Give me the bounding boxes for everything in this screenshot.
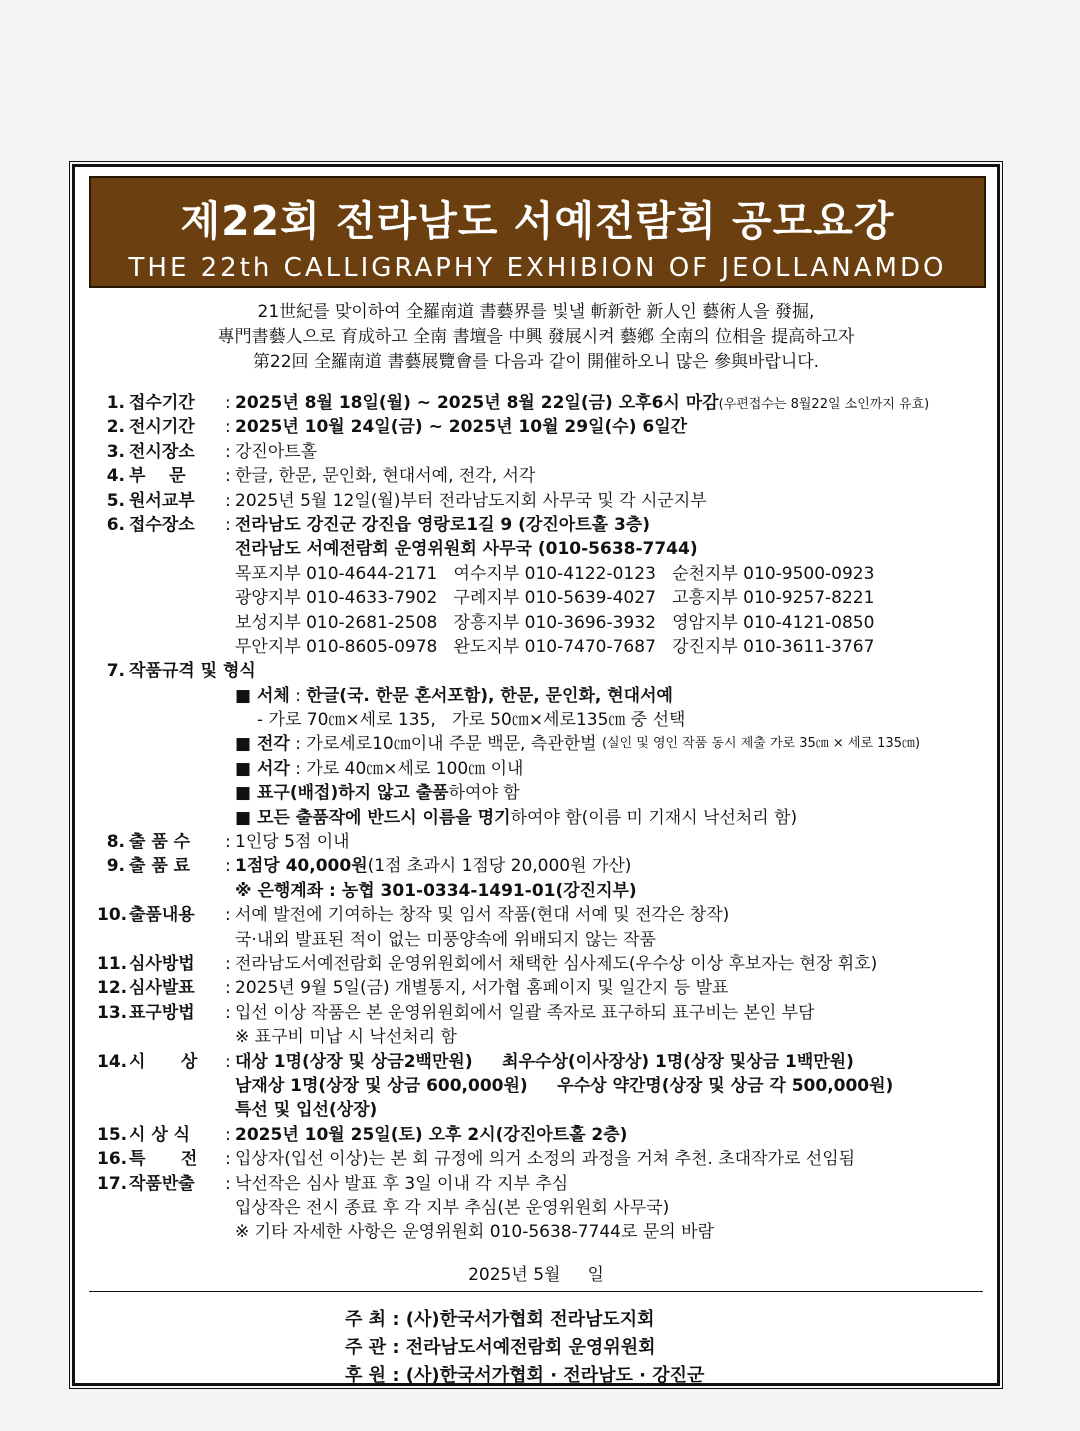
list-item: 7. 작품규격 및 형식 — [106, 661, 256, 682]
list-item: 5. 원서교부 : 2025년 5월 12일(월)부터 전라남도지회 사무국 및 각 시군지부 — [106, 490, 707, 511]
list-item: 1. 접수기간 : 2025년 8월 18일(월) ~ 2025년 8월 22일(금) 오후6시 마감(우편접수는 8월22일 소인까지 유효) — [106, 393, 930, 413]
list-item-continuation: 국·내외 발표된 적이 없는 미풍양속에 위배되지 않는 작품 — [235, 929, 656, 950]
list-item: 16. 특 전 : 입상자(입선 이상)는 본 회 규정에 의거 소정의 과정을 거쳐 추천. 초대작가로 선임됨 — [97, 1149, 856, 1170]
spec-detail: - 가로 70㎝×세로 135, 가로 50㎝×세로135㎝ 중 선택 — [257, 710, 686, 731]
spec-item: ■ 전각 : 가로세로10㎝이내 주문 백문, 측관한벌 (실인 및 영인 작품 동시 제출 가로 35㎝ × 세로 135㎝) — [97, 732, 987, 756]
intro-paragraph — [75, 300, 997, 375]
list-item: 9. 출 품 료 : 1점당 40,000원(1점 초과시 1점당 20,000원 가산) — [106, 856, 632, 877]
sponsor-block — [345, 1306, 704, 1390]
spec-item: ■ 서체 : 한글(국. 한문 혼서포함), 한문, 문인화, 현대서예 — [97, 684, 987, 708]
intro-line: 第22回 全羅南道 書藝展覽會를 다음과 같이 開催하오니 많은 參與바랍니다. — [252, 352, 820, 372]
page-subtitle: THE 22th CALLIGRAPHY EXHIBION OF JEOLLANAMDO — [128, 253, 947, 283]
list-item: 10. 출품내용 : 서예 발전에 기여하는 창작 및 임서 작품(현대 서예 및 전각은 창작) — [97, 905, 730, 926]
spec-item: ■ 모든 출품작에 반드시 이름을 명기 하여야 함(이름 미 기재시 낙선처리 함) — [97, 806, 987, 830]
notice-document — [72, 164, 1000, 1386]
item-list — [97, 391, 987, 1245]
list-item-continuation: ※ 기타 자세한 사항은 운영위원회 010-5638-7744로 문의 바람 — [235, 1222, 714, 1243]
square-bullet-icon: ■ — [235, 734, 257, 755]
square-bullet-icon: ■ — [235, 758, 257, 779]
sponsor-row: 후 원 : (사)한국서가협회 · 전라남도 · 강진군 — [345, 1365, 705, 1386]
spec-item: ■ 서각 : 가로 40㎝×세로 100㎝ 이내 — [97, 757, 987, 781]
list-item: 2. 전시기간 : 2025년 10월 24일(금) ~ 2025년 10월 29일(수) 6일간 — [106, 417, 688, 438]
sponsor-row: 주 관 : 전라남도서예전람회 운영위원회 — [345, 1337, 656, 1358]
spec-item: ■ 표구(배접)하지 않고 출품 하여야 함 — [97, 781, 987, 805]
list-item: 3. 전시장소 : 강진아트홀 — [106, 441, 318, 462]
document-date: 2025년 5월 일 — [468, 1265, 604, 1285]
branch-contacts: 광양지부 010-4633-7902 구례지부 010-5639-4027 고흥지부 010-9257-8221 — [235, 588, 875, 609]
list-item: 6. 접수장소 : 전라남도 강진군 강진읍 영랑로1길 9 (강진아트홀 3층) — [106, 514, 650, 535]
divider — [89, 1291, 983, 1292]
square-bullet-icon: ■ — [235, 783, 257, 804]
branch-contacts: 무안지부 010-8605-0978 완도지부 010-7470-7687 강진지부 010-3611-3767 — [235, 636, 875, 657]
list-item: 13. 표구방법 : 입선 이상 작품은 본 운영위원회에서 일괄 족자로 표구하되 표구비는 본인 부담 — [97, 1002, 815, 1023]
square-bullet-icon: ■ — [235, 685, 257, 706]
square-bullet-icon: ■ — [235, 807, 257, 828]
intro-line: 21世紀를 맞이하여 全羅南道 書藝界를 빛낼 斬新한 新人인 藝術人을 發掘, — [257, 302, 815, 322]
bank-account: ※ 은행계좌 : 농협 301-0334-1491-01(강진지부) — [235, 880, 637, 901]
branch-contacts: 목포지부 010-4644-2171 여수지부 010-4122-0123 순천지부 010-9500-0923 — [235, 563, 875, 584]
list-item-continuation: ※ 표구비 미납 시 낙선처리 함 — [235, 1027, 457, 1048]
award-line: 남재상 1명(상장 및 상금 600,000원) 우수상 약간명(상장 및 상금 각 500,000원) — [235, 1075, 894, 1096]
title-banner — [89, 176, 986, 288]
branch-contacts: 보성지부 010-2681-2508 장흥지부 010-3696-3932 영암지부 010-4121-0850 — [235, 612, 875, 633]
list-item: 8. 출 품 수 : 1인당 5점 이내 — [106, 832, 350, 853]
list-item: 14. 시 상 : 대상 1명(상장 및 상금2백만원) 최우수상(이사장상) 1명(상장 및상금 1백만원) — [97, 1051, 854, 1072]
list-item: 12. 심사발표 : 2025년 9월 5일(금) 개별통지, 서가협 홈페이지 및 일간지 등 발표 — [97, 978, 729, 999]
page-title: 제22회 전라남도 서예전람회 공모요강 — [180, 197, 895, 245]
list-item: 17. 작품반출 : 낙선작은 심사 발표 후 3일 이내 각 지부 추심 — [97, 1173, 569, 1194]
intro-line: 專門書藝人으로 育成하고 全南 書壇을 中興 發展시켜 藝鄕 全南의 位相을 提高하고자 — [217, 327, 855, 347]
list-item-continuation: 전라남도 서예전람회 운영위원회 사무국 (010-5638-7744) — [235, 539, 698, 560]
sponsor-row: 주 최 : (사)한국서가협회 전라남도지회 — [345, 1309, 655, 1330]
list-item: 15. 시 상 식 : 2025년 10월 25일(토) 오후 2시(강진아트홀 2층) — [97, 1124, 628, 1145]
list-item: 11. 심사방법 : 전라남도서예전람회 운영위원회에서 채택한 심사제도(우수상 이상 후보자는 현장 휘호) — [97, 953, 878, 974]
award-line: 특선 및 입선(상장) — [235, 1100, 378, 1121]
list-item-continuation: 입상작은 전시 종료 후 각 지부 추심(본 운영위원회 사무국) — [235, 1197, 670, 1218]
list-item: 4. 부 문 : 한글, 한문, 문인화, 현대서예, 전각, 서각 — [106, 466, 536, 487]
